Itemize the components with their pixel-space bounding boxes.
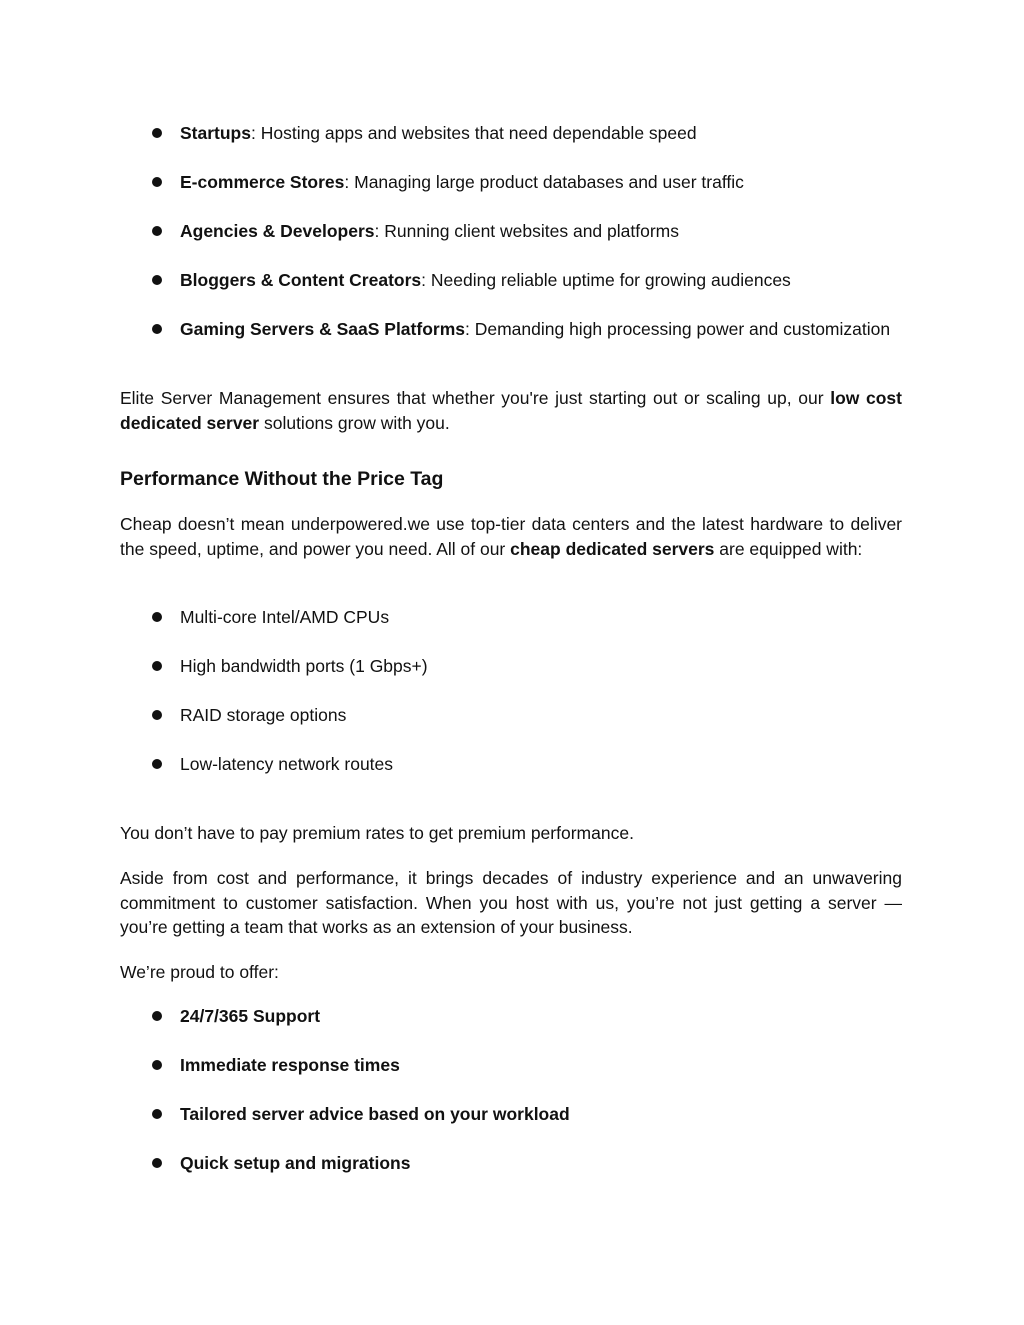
bullet-icon (152, 1011, 162, 1021)
bullet-icon (152, 710, 162, 720)
aside-text: Aside from cost and performance, it brings decades of industry experience and an unwavering commitment to customer satisfaction. When you host with us, you’re not just getting a server — you’re getting a team that works as an extension of your business. (120, 868, 902, 937)
perf-text-end: are equipped with: (714, 538, 863, 559)
intro-paragraph (120, 386, 902, 435)
intro-text-end: solutions grow with you. (259, 412, 450, 433)
list-item (120, 1151, 902, 1176)
perf-bold: cheap dedicated servers (510, 538, 715, 559)
list-item-term: Bloggers & Content Creators (180, 270, 422, 290)
offer-intro-text: We’re proud to offer: (120, 962, 279, 982)
aside-paragraph (120, 866, 902, 940)
list-item-text: Low-latency network routes (180, 754, 394, 774)
list-item-desc: : Hosting apps and websites that need dependable speed (250, 123, 697, 143)
list-item-text: Tailored server advice based on your workload (180, 1104, 570, 1124)
list-item-text: 24/7/365 Support (180, 1006, 321, 1026)
bullet-icon (152, 128, 162, 138)
offer-intro (120, 960, 902, 985)
premium-paragraph (120, 821, 902, 846)
list-item (120, 1053, 902, 1078)
list-item-text: Quick setup and migrations (180, 1153, 411, 1173)
list-item (120, 317, 902, 342)
perf-text: Cheap doesn’t mean underpowered.we use top-tier data centers and the latest hardware to deliver the speed, uptime, and power you need. All of our (120, 514, 902, 559)
list-item (120, 1004, 902, 1029)
performance-paragraph (120, 512, 902, 561)
list-item-term: Gaming Servers & SaaS Platforms (180, 319, 465, 339)
bullet-icon (152, 324, 162, 334)
intro-text: Elite Server Management ensures that whether you're just starting out or scaling up, our (120, 388, 831, 408)
list-item-desc: : Running client websites and platforms (374, 221, 679, 241)
bullet-icon (152, 1109, 162, 1119)
list-item (120, 121, 902, 146)
list-item-term: Startups (180, 123, 251, 143)
bullet-icon (152, 226, 162, 236)
list-item (120, 703, 902, 728)
list-item (120, 654, 902, 679)
list-item (120, 170, 902, 195)
list-item-desc: : Managing large product databases and user traffic (344, 172, 744, 192)
bullet-icon (152, 275, 162, 285)
bullet-icon (152, 1060, 162, 1070)
list-item-text: RAID storage options (180, 705, 347, 725)
bullet-icon (152, 1158, 162, 1168)
list-item-text: Immediate response times (180, 1055, 400, 1075)
premium-text: You don’t have to pay premium rates to get premium performance. (120, 823, 634, 843)
section-heading: Performance Without the Price Tag (120, 468, 444, 490)
list-item (120, 752, 902, 777)
list-item-term: Agencies & Developers (180, 221, 375, 241)
list-item-desc: : Demanding high processing power and customization (464, 319, 891, 339)
list-item (120, 219, 902, 244)
list-item-text: High bandwidth ports (1 Gbps+) (180, 656, 428, 676)
list-item-term: E-commerce Stores (180, 172, 345, 192)
list-item-text: Multi-core Intel/AMD CPUs (180, 607, 390, 627)
list-item (120, 1102, 902, 1127)
list-item (120, 605, 902, 630)
list-item (120, 268, 902, 293)
bullet-icon (152, 612, 162, 622)
bullet-icon (152, 177, 162, 187)
list-item-desc: : Needing reliable uptime for growing audiences (421, 270, 791, 290)
bullet-icon (152, 661, 162, 671)
intro-bold: low cost dedicated server (120, 388, 902, 433)
bullet-icon (152, 759, 162, 769)
